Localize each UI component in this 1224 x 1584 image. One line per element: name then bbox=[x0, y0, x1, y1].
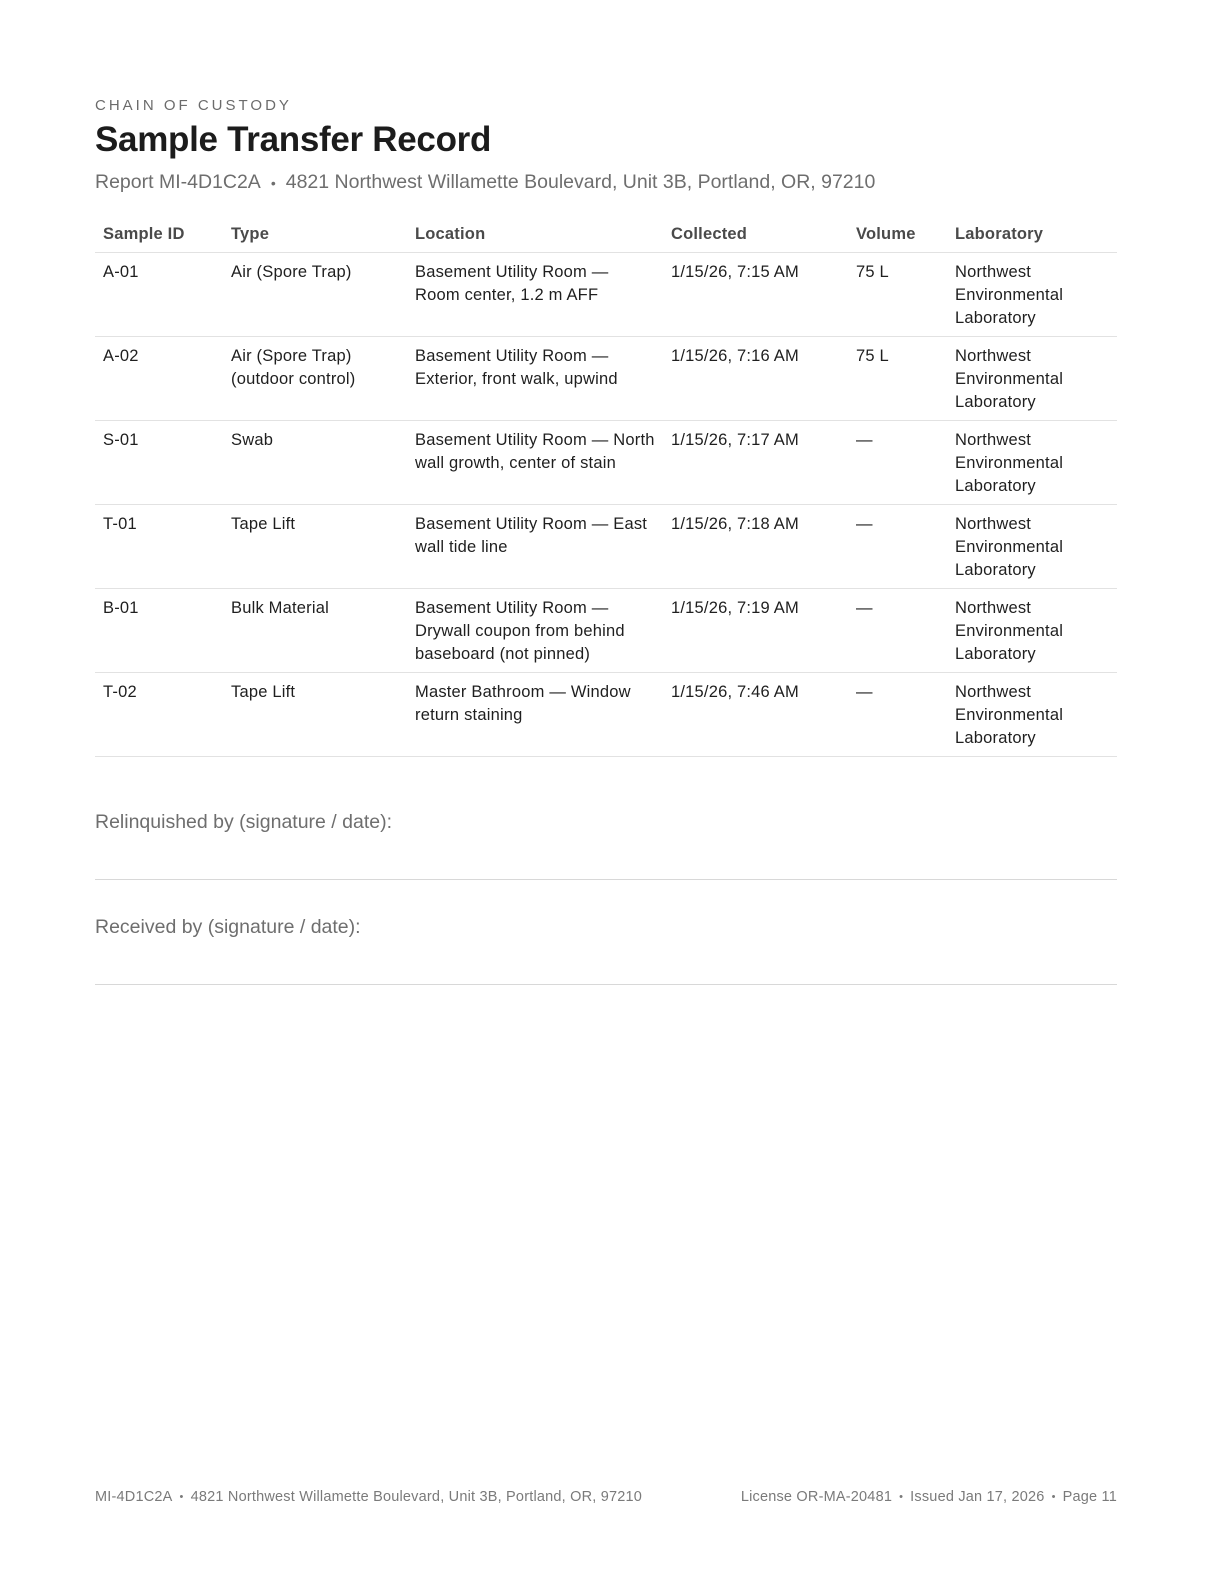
cell-sample-id: T-01 bbox=[95, 505, 223, 589]
section-eyebrow: CHAIN OF CUSTODY bbox=[95, 97, 292, 114]
cell-collected: 1/15/26, 7:15 AM bbox=[663, 253, 848, 337]
document-page bbox=[95, 0, 1117, 1584]
table-row bbox=[95, 589, 1117, 673]
footer-page-number: Page 11 bbox=[1062, 1489, 1117, 1505]
cell-sample-id: A-01 bbox=[95, 253, 223, 337]
cell-type: Tape Lift bbox=[223, 673, 407, 757]
subtitle-separator: • bbox=[270, 174, 276, 191]
cell-location: Basement Utility Room — Exterior, front walk, upwind bbox=[407, 337, 663, 421]
cell-location: Basement Utility Room — North wall growth, center of stain bbox=[407, 421, 663, 505]
cell-collected: 1/15/26, 7:46 AM bbox=[663, 673, 848, 757]
footer-left bbox=[95, 1489, 660, 1505]
cell-volume: 75 L bbox=[848, 253, 947, 337]
cell-type: Air (Spore Trap) (outdoor control) bbox=[223, 337, 407, 421]
column-header-volume: Volume bbox=[848, 220, 947, 253]
report-id: Report MI-4D1C2A bbox=[95, 171, 261, 193]
cell-laboratory: Northwest Environmental Laboratory bbox=[947, 589, 1117, 673]
cell-type: Bulk Material bbox=[223, 589, 407, 673]
cell-location: Basement Utility Room — Room center, 1.2 m AFF bbox=[407, 253, 663, 337]
cell-collected: 1/15/26, 7:19 AM bbox=[663, 589, 848, 673]
header-row bbox=[95, 220, 1117, 253]
samples-table bbox=[95, 220, 1117, 757]
cell-location: Master Bathroom — Window return staining bbox=[407, 673, 663, 757]
cell-volume: 75 L bbox=[848, 337, 947, 421]
footer-address: 4821 Northwest Willamette Boulevard, Unit 3B, Portland, OR, 97210 bbox=[190, 1489, 643, 1505]
table-header bbox=[95, 220, 1117, 253]
cell-collected: 1/15/26, 7:17 AM bbox=[663, 421, 848, 505]
cell-laboratory: Northwest Environmental Laboratory bbox=[947, 253, 1117, 337]
cell-type: Tape Lift bbox=[223, 505, 407, 589]
footer-right bbox=[741, 1489, 1117, 1505]
cell-collected: 1/15/26, 7:16 AM bbox=[663, 337, 848, 421]
cell-sample-id: B-01 bbox=[95, 589, 223, 673]
cell-laboratory: Northwest Environmental Laboratory bbox=[947, 337, 1117, 421]
table-row bbox=[95, 337, 1117, 421]
column-header-location: Location bbox=[407, 220, 663, 253]
property-address: 4821 Northwest Willamette Boulevard, Unit 3B, Portland, OR, 97210 bbox=[285, 171, 876, 193]
table-body bbox=[95, 253, 1117, 757]
cell-laboratory: Northwest Environmental Laboratory bbox=[947, 505, 1117, 589]
cell-location: Basement Utility Room — East wall tide line bbox=[407, 505, 663, 589]
received-signature-block bbox=[95, 916, 1117, 985]
column-header-laboratory: Laboratory bbox=[947, 220, 1117, 253]
cell-laboratory: Northwest Environmental Laboratory bbox=[947, 673, 1117, 757]
cell-volume: — bbox=[848, 589, 947, 673]
page-title: Sample Transfer Record bbox=[95, 120, 492, 159]
cell-sample-id: T-02 bbox=[95, 673, 223, 757]
cell-collected: 1/15/26, 7:18 AM bbox=[663, 505, 848, 589]
column-header-sample-id: Sample ID bbox=[95, 220, 223, 253]
table-row bbox=[95, 505, 1117, 589]
cell-type: Air (Spore Trap) bbox=[223, 253, 407, 337]
footer-report-code: MI-4D1C2A bbox=[95, 1489, 173, 1505]
table-row bbox=[95, 253, 1117, 337]
received-signature-label: Received by (signature / date): bbox=[95, 916, 361, 938]
table-row bbox=[95, 421, 1117, 505]
cell-volume: — bbox=[848, 505, 947, 589]
footer-separator: • bbox=[899, 1491, 904, 1504]
cell-type: Swab bbox=[223, 421, 407, 505]
relinquished-signature-block bbox=[95, 811, 1117, 880]
cell-sample-id: S-01 bbox=[95, 421, 223, 505]
report-subtitle bbox=[95, 171, 875, 194]
column-header-collected: Collected bbox=[663, 220, 848, 253]
cell-volume: — bbox=[848, 673, 947, 757]
table-row bbox=[95, 673, 1117, 757]
footer-separator: • bbox=[1051, 1491, 1056, 1504]
footer-license: License OR-MA-20481 bbox=[740, 1489, 893, 1505]
cell-laboratory: Northwest Environmental Laboratory bbox=[947, 421, 1117, 505]
column-header-type: Type bbox=[223, 220, 407, 253]
footer-separator: • bbox=[179, 1491, 184, 1504]
cell-location: Basement Utility Room — Drywall coupon from behind baseboard (not pinned) bbox=[407, 589, 663, 673]
cell-sample-id: A-02 bbox=[95, 337, 223, 421]
footer-issued-date: Issued Jan 17, 2026 bbox=[910, 1489, 1045, 1505]
relinquished-signature-label: Relinquished by (signature / date): bbox=[95, 811, 393, 833]
cell-volume: — bbox=[848, 421, 947, 505]
